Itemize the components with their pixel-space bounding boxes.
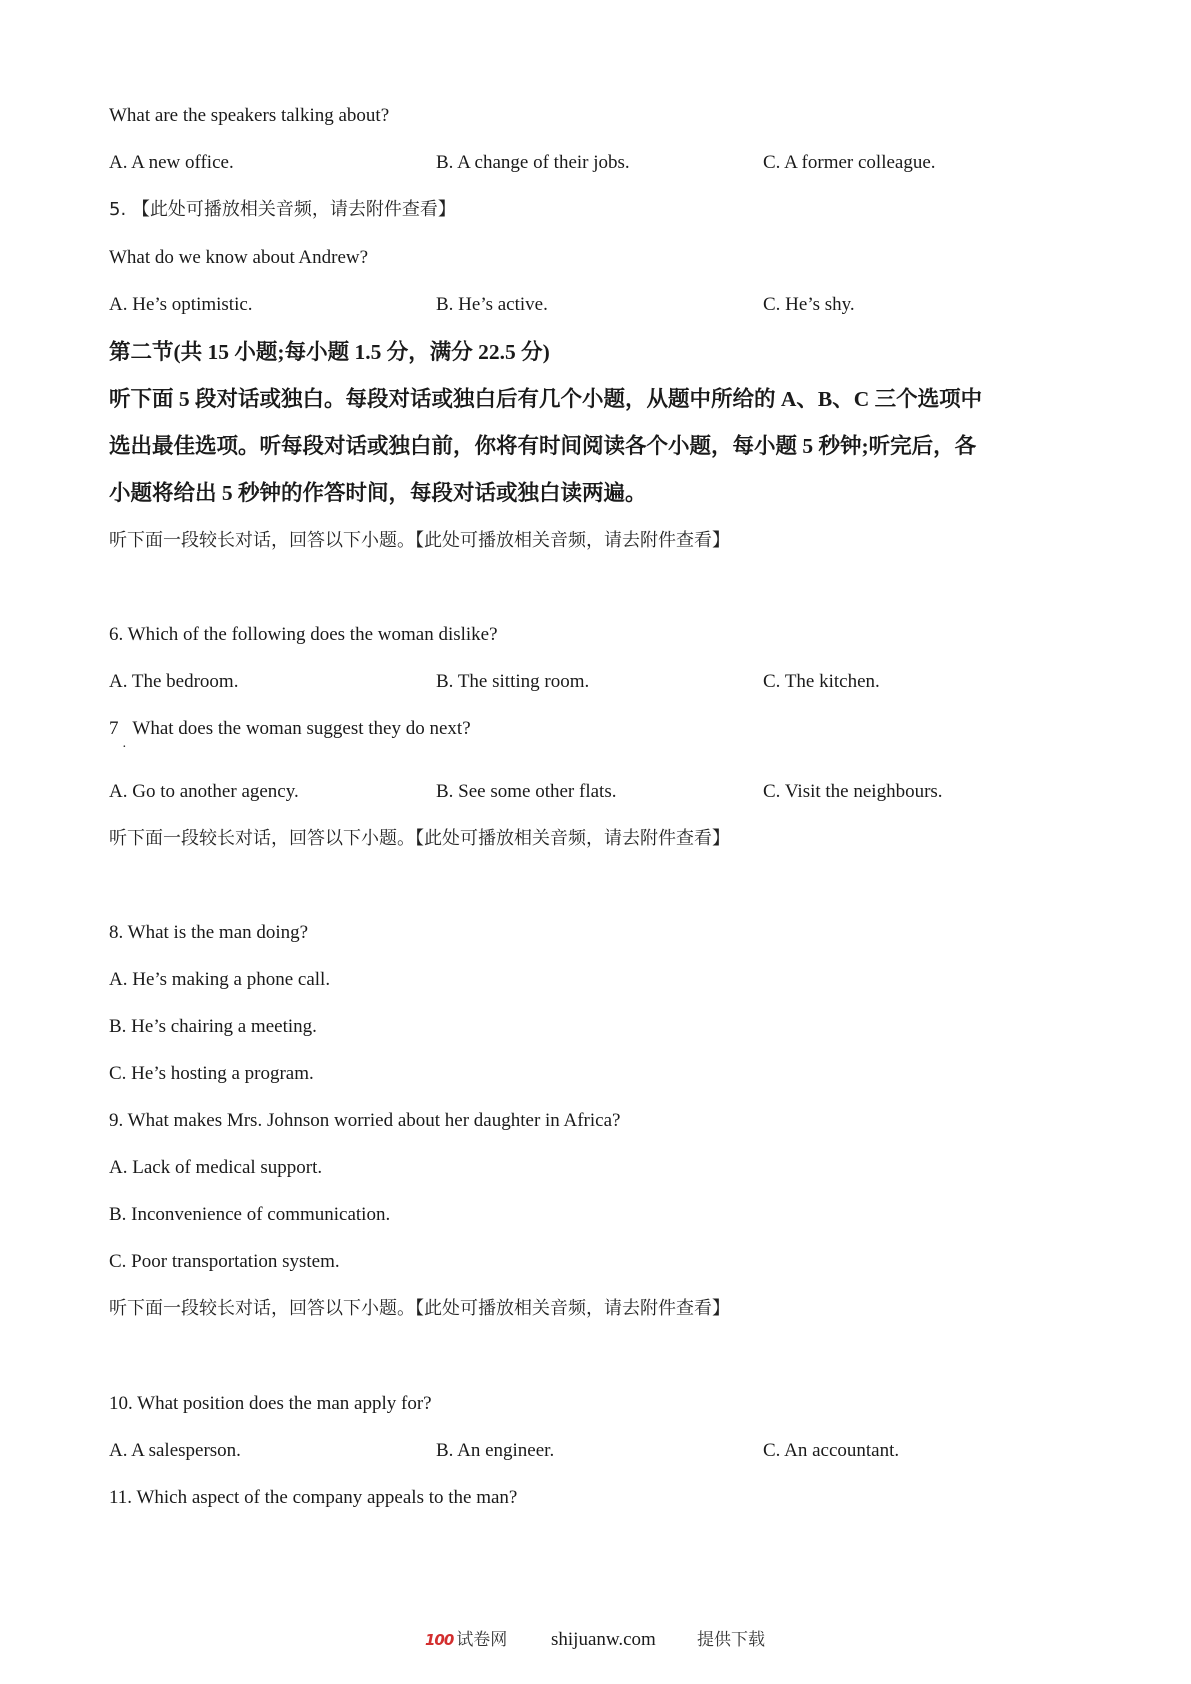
question-5-audio-note: 5. 【此处可播放相关音频，请去附件查看】: [109, 199, 456, 220]
logo-100-icon: 100: [425, 1631, 454, 1649]
question-11-stem: 11. Which aspect of the company appeals to the man?: [109, 1487, 518, 1508]
question-8-option-a: A. He’s making a phone call.: [109, 969, 331, 990]
question-6-stem: 6. Which of the following does the woman dislike?: [109, 624, 498, 645]
question-7-option-b: B. See some other flats.: [436, 781, 617, 802]
question-9-option-b: B. Inconvenience of communication.: [109, 1204, 391, 1225]
section-instructions-line-1: 听下面 5 段对话或独白。每段对话或独白后有几个小题，从题中所给的 A、B、C 三个选项中: [109, 387, 983, 411]
question-9-stem: 9. What makes Mrs. Johnson worried about her daughter in Africa?: [109, 1110, 621, 1131]
question-4-option-c: C. A former colleague.: [763, 152, 936, 173]
question-8-option-c: C. He’s hosting a program.: [109, 1063, 314, 1084]
question-9-option-c: C. Poor transportation system.: [109, 1251, 340, 1272]
question-5-stem: What do we know about Andrew?: [109, 247, 369, 268]
question-4-option-a: A. A new office.: [109, 152, 234, 173]
audio-prompt-1: 听下面一段较长对话，回答以下小题。【此处可播放相关音频，请去附件查看】: [109, 530, 730, 551]
question-7-stem: 7 What does the woman suggest they do next?: [109, 718, 471, 739]
question-4-stem: What are the speakers talking about?: [109, 105, 390, 126]
question-7-option-a: A. Go to another agency.: [109, 781, 299, 802]
question-5-option-c: C. He’s shy.: [763, 294, 855, 315]
section-instructions-line-2: 选出最佳选项。听每段对话或独白前，你将有时间阅读各个小题，每小题 5 秒钟;听完后，各: [109, 434, 977, 458]
question-6-option-c: C. The kitchen.: [763, 671, 880, 692]
question-10-option-c: C. An accountant.: [763, 1440, 900, 1461]
audio-prompt-3: 听下面一段较长对话，回答以下小题。【此处可播放相关音频，请去附件查看】: [109, 1298, 730, 1319]
question-8-stem: 8. What is the man doing?: [109, 922, 309, 943]
footer-logo-text: 试卷网: [456, 1630, 508, 1650]
question-7-option-c: C. Visit the neighbours.: [763, 781, 943, 802]
question-10-stem: 10. What position does the man apply for?: [109, 1393, 432, 1414]
section-instructions-line-3: 小题将给出 5 秒钟的作答时间，每段对话或独白读两遍。: [109, 481, 647, 505]
question-7-dot: ·: [122, 740, 127, 755]
section-title: 第二节(共 15 小题;每小题 1.5 分，满分 22.5 分): [109, 340, 550, 364]
footer-site: shijuanw.com: [551, 1629, 656, 1650]
question-9-option-a: A. Lack of medical support.: [109, 1157, 323, 1178]
question-10-option-a: A. A salesperson.: [109, 1440, 241, 1461]
question-6-option-a: A. The bedroom.: [109, 671, 239, 692]
audio-prompt-2: 听下面一段较长对话，回答以下小题。【此处可播放相关音频，请去附件查看】: [109, 828, 730, 849]
question-5-option-b: B. He’s active.: [436, 294, 548, 315]
question-10-option-b: B. An engineer.: [436, 1440, 555, 1461]
question-5-option-a: A. He’s optimistic.: [109, 294, 253, 315]
question-6-option-b: B. The sitting room.: [436, 671, 590, 692]
question-4-option-b: B. A change of their jobs.: [436, 152, 630, 173]
footer-logo: [425, 1628, 507, 1652]
footer-provide-text: 提供下载: [697, 1630, 765, 1650]
question-8-option-b: B. He’s chairing a meeting.: [109, 1016, 317, 1037]
